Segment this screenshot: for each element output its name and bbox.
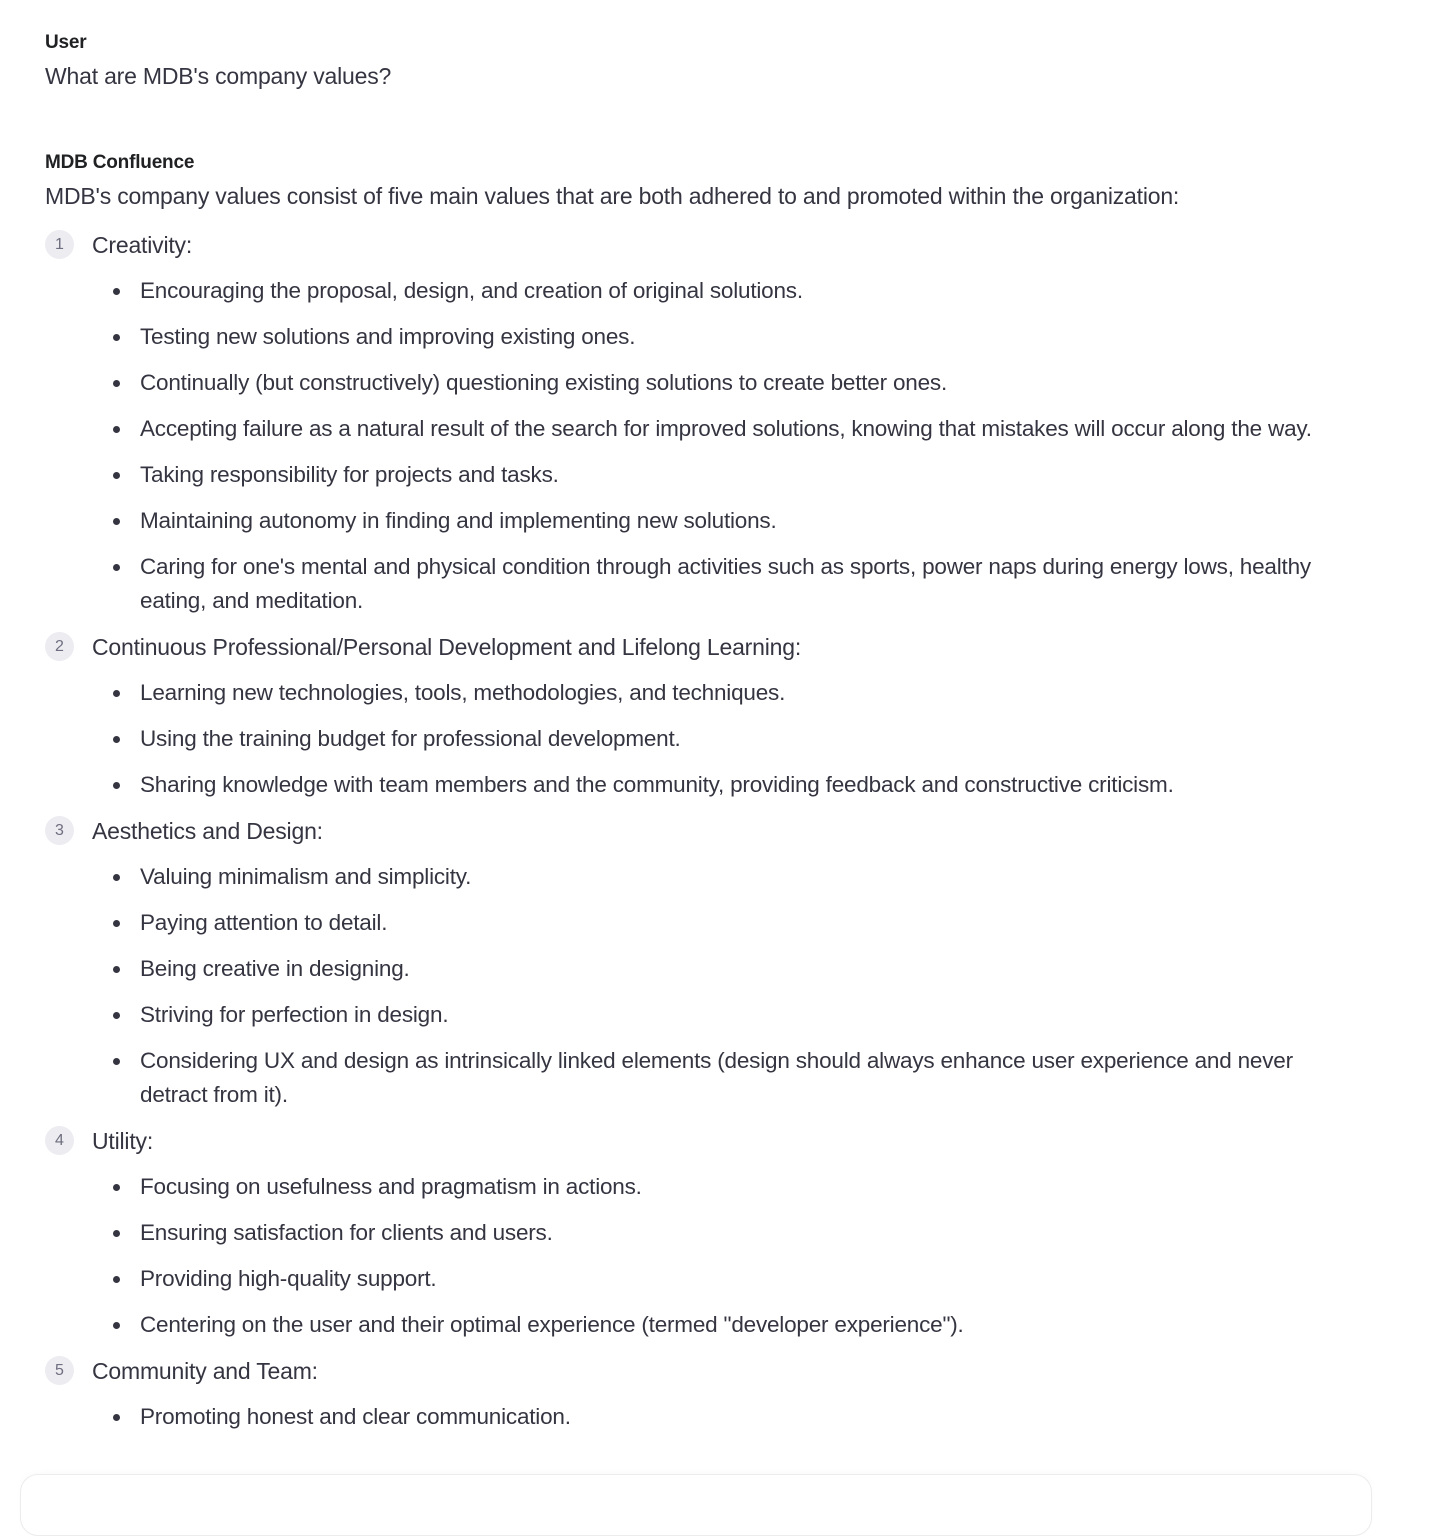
bullet-icon bbox=[113, 874, 120, 881]
number-badge: 5 bbox=[45, 1356, 74, 1385]
value-point bbox=[140, 1262, 1330, 1296]
value-point-text: Accepting failure as a natural result of the search for improved solutions, knowing that mistakes will occur along the way. bbox=[140, 416, 1312, 441]
bullet-icon bbox=[113, 380, 120, 387]
value-point bbox=[140, 1170, 1330, 1204]
value-point-text: Sharing knowledge with team members and the community, providing feedback and constructive criticism. bbox=[140, 772, 1174, 797]
value-point-text: Caring for one's mental and physical condition through activities such as sports, power naps during energy lows, healthy eating, and meditation. bbox=[140, 554, 1311, 613]
bullet-icon bbox=[113, 564, 120, 571]
value-point bbox=[140, 952, 1330, 986]
value-point bbox=[140, 860, 1330, 894]
value-title: Creativity: bbox=[92, 232, 193, 258]
value-points-list bbox=[92, 1400, 1345, 1434]
value-title: Continuous Professional/Personal Development and Lifelong Learning: bbox=[92, 634, 802, 660]
bullet-icon bbox=[113, 1184, 120, 1191]
value-item bbox=[45, 630, 1345, 802]
value-point bbox=[140, 676, 1330, 710]
value-point bbox=[140, 320, 1330, 354]
value-point-text: Providing high-quality support. bbox=[140, 1266, 437, 1291]
value-point bbox=[140, 906, 1330, 940]
value-title: Aesthetics and Design: bbox=[92, 818, 323, 844]
value-point-text: Continually (but constructively) questioning existing solutions to create better ones. bbox=[140, 370, 947, 395]
bullet-icon bbox=[113, 782, 120, 789]
bullet-icon bbox=[113, 736, 120, 743]
value-point bbox=[140, 722, 1330, 756]
value-point bbox=[140, 998, 1330, 1032]
bullet-icon bbox=[113, 1058, 120, 1065]
number-badge: 4 bbox=[45, 1126, 74, 1155]
value-point-text: Using the training budget for professional development. bbox=[140, 726, 681, 751]
bullet-icon bbox=[113, 426, 120, 433]
number-badge: 2 bbox=[45, 632, 74, 661]
values-list bbox=[45, 228, 1345, 1434]
value-point-text: Learning new technologies, tools, methodologies, and techniques. bbox=[140, 680, 786, 705]
bullet-icon bbox=[113, 1230, 120, 1237]
value-point bbox=[140, 768, 1330, 802]
bullet-icon bbox=[113, 690, 120, 697]
value-point bbox=[140, 366, 1330, 400]
bullet-icon bbox=[113, 920, 120, 927]
value-point-text: Testing new solutions and improving existing ones. bbox=[140, 324, 636, 349]
value-item bbox=[45, 228, 1345, 618]
bullet-icon bbox=[113, 518, 120, 525]
value-point-text: Encouraging the proposal, design, and creation of original solutions. bbox=[140, 278, 803, 303]
value-points-list bbox=[92, 860, 1345, 1112]
bullet-icon bbox=[113, 1322, 120, 1329]
value-point-text: Valuing minimalism and simplicity. bbox=[140, 864, 472, 889]
value-point-text: Being creative in designing. bbox=[140, 956, 410, 981]
value-point bbox=[140, 1216, 1330, 1250]
value-point bbox=[140, 550, 1330, 618]
user-message-text: What are MDB's company values? bbox=[45, 63, 392, 89]
bullet-icon bbox=[113, 1276, 120, 1283]
value-points-list bbox=[92, 274, 1345, 618]
value-item bbox=[45, 814, 1345, 1112]
value-point-text: Taking responsibility for projects and tasks. bbox=[140, 462, 559, 487]
value-point bbox=[140, 1308, 1330, 1342]
value-point bbox=[140, 504, 1330, 538]
bullet-icon bbox=[113, 288, 120, 295]
value-point bbox=[140, 458, 1330, 492]
value-point bbox=[140, 1044, 1330, 1112]
bullet-icon bbox=[113, 334, 120, 341]
value-point-text: Paying attention to detail. bbox=[140, 910, 388, 935]
value-points-list bbox=[92, 1170, 1345, 1342]
number-badge: 3 bbox=[45, 816, 74, 845]
assistant-message bbox=[45, 152, 1345, 1446]
value-point-text: Centering on the user and their optimal experience (termed "developer experience"). bbox=[140, 1312, 964, 1337]
number-badge: 1 bbox=[45, 230, 74, 259]
bullet-icon bbox=[113, 472, 120, 479]
value-title: Utility: bbox=[92, 1128, 154, 1154]
value-point bbox=[140, 1400, 1330, 1434]
value-point bbox=[140, 274, 1330, 308]
bullet-icon bbox=[113, 1012, 120, 1019]
value-point-text: Maintaining autonomy in finding and implementing new solutions. bbox=[140, 508, 777, 533]
value-point bbox=[140, 412, 1330, 446]
value-title: Community and Team: bbox=[92, 1358, 318, 1384]
value-point-text: Ensuring satisfaction for clients and users. bbox=[140, 1220, 553, 1245]
user-author-label: User bbox=[45, 32, 87, 53]
assistant-intro-text: MDB's company values consist of five main values that are both adhered to and promoted within the organization: bbox=[45, 183, 1180, 209]
value-item bbox=[45, 1124, 1345, 1342]
value-point-text: Focusing on usefulness and pragmatism in actions. bbox=[140, 1174, 642, 1199]
bullet-icon bbox=[113, 966, 120, 973]
message-composer[interactable] bbox=[20, 1474, 1372, 1536]
bullet-icon bbox=[113, 1414, 120, 1421]
value-point-text: Striving for perfection in design. bbox=[140, 1002, 449, 1027]
assistant-author-label: MDB Confluence bbox=[45, 152, 195, 173]
value-point-text: Considering UX and design as intrinsically linked elements (design should always enhance user experience and never detract from it). bbox=[140, 1048, 1293, 1107]
value-point-text: Promoting honest and clear communication. bbox=[140, 1404, 571, 1429]
user-message bbox=[45, 32, 1345, 90]
value-points-list bbox=[92, 676, 1345, 802]
value-item bbox=[45, 1354, 1345, 1434]
